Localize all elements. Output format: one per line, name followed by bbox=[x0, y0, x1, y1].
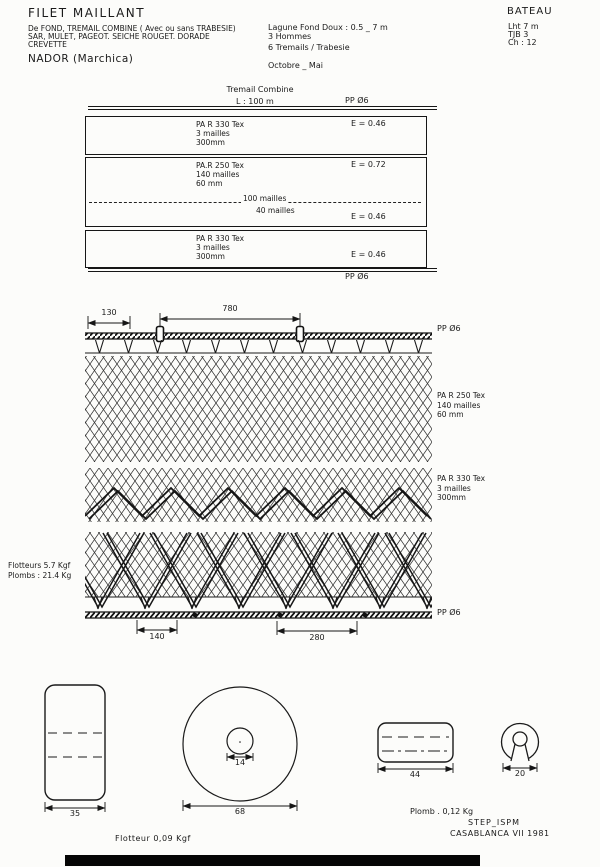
dimension-780-graphic bbox=[160, 313, 300, 332]
panel-2-material: PA.R 250 Tex bbox=[196, 161, 244, 170]
outer-mesh-count: 3 mailles bbox=[437, 483, 471, 493]
boat-length: Lht 7 m bbox=[508, 22, 539, 31]
dimension-140-label: 140 bbox=[149, 632, 165, 641]
inner-mesh-size: 60 mm bbox=[437, 410, 464, 419]
lead-side-view bbox=[378, 723, 453, 762]
boat-tonnage: TJB 3 bbox=[508, 30, 529, 39]
plan-panel-3 bbox=[85, 230, 427, 268]
outer-material: PA R 330 Tex bbox=[437, 474, 486, 483]
lead-length-label: 44 bbox=[409, 770, 421, 779]
panel-3-mesh-size: 300mm bbox=[196, 252, 225, 261]
plan-footrope-label: PP Ø6 bbox=[345, 272, 369, 281]
panel-3-spec bbox=[196, 234, 244, 261]
panel-2-inner-top-label: 100 mailles bbox=[243, 194, 287, 203]
dimension-780-label: 780 bbox=[222, 304, 238, 313]
panel-2-mesh-size: 60 mm bbox=[196, 179, 223, 188]
plan-headrope-line bbox=[88, 106, 437, 110]
float-front-view bbox=[183, 687, 297, 801]
page-title: FILET MAILLANT bbox=[28, 6, 146, 20]
leads-total-label: Plombs : 21.4 Kg bbox=[8, 571, 72, 580]
dimension-130-label: 130 bbox=[101, 308, 117, 317]
panel-2-hanging-bottom: E = 0.46 bbox=[351, 212, 386, 221]
float-side-view bbox=[45, 685, 105, 800]
plan-length-label: L : 100 m bbox=[236, 97, 274, 106]
float-width-label: 35 bbox=[69, 809, 81, 818]
season-label: Octobre _ Mai bbox=[268, 61, 323, 70]
net-inner-panel-label bbox=[437, 391, 485, 420]
float-marker bbox=[297, 327, 304, 342]
inner-mesh-count: 140 mailles bbox=[437, 400, 481, 410]
panel-1-hanging-ratio: E = 0.46 bbox=[351, 119, 386, 128]
panel-2-spec bbox=[196, 161, 244, 188]
net-footrope-label: PP Ø6 bbox=[437, 608, 461, 617]
location-label: NADOR (Marchica) bbox=[28, 53, 134, 65]
institution-label: STEP_ISPM bbox=[468, 818, 521, 827]
panel-2-mesh-count: 140 mailles bbox=[196, 170, 240, 179]
boat-power: Ch : 12 bbox=[508, 38, 537, 47]
panel-1-mesh-count: 3 mailles bbox=[196, 129, 230, 138]
inner-mesh-panel bbox=[85, 356, 432, 462]
outer-mesh-size: 300mm bbox=[437, 493, 466, 502]
lead-caption: Plomb . 0,12 Kg bbox=[410, 807, 474, 816]
target-species-line-2: CREVETTE bbox=[28, 40, 67, 49]
plan-title: Tremail Combine bbox=[226, 85, 294, 94]
gear-units-label: 6 Tremails / Trabesie bbox=[268, 43, 350, 52]
panel-3-mesh-count: 3 mailles bbox=[196, 243, 230, 252]
boat-title: BATEAU bbox=[507, 6, 553, 17]
top-hanging-festoons bbox=[85, 340, 432, 355]
plan-panel-1 bbox=[85, 116, 427, 155]
plan-footrope-line bbox=[88, 268, 437, 272]
dimension-280-label: 280 bbox=[309, 633, 325, 642]
outer-mesh-band bbox=[85, 468, 432, 522]
panel-1-mesh-size: 300mm bbox=[196, 138, 225, 147]
net-outer-panel-label bbox=[437, 474, 485, 503]
inner-material: PA R 250 Tex bbox=[437, 391, 486, 400]
gear-type-line: De FOND, TREMAIL COMBINE ( Avec ou sans TRABESIE) bbox=[28, 24, 236, 33]
floats-total-label: Flotteurs 5.7 Kgf bbox=[8, 561, 71, 570]
net-headrope-label: PP Ø6 bbox=[437, 324, 461, 333]
lead-weight-marker bbox=[193, 613, 198, 618]
plan-panel-2 bbox=[85, 157, 427, 227]
lead-front-view bbox=[502, 724, 539, 763]
float-diameter-label: 68 bbox=[234, 807, 246, 816]
panel-1-material: PA R 330 Tex bbox=[196, 120, 245, 129]
panel-1-spec bbox=[196, 120, 244, 147]
lead-diameter-label: 20 bbox=[514, 769, 526, 778]
lead-weight-marker bbox=[363, 613, 368, 618]
place-date-label: CASABLANCA VII 1981 bbox=[450, 829, 550, 838]
headrope-graphic bbox=[85, 327, 432, 342]
plan-headrope-label: PP Ø6 bbox=[345, 96, 369, 105]
float-hole-label: 14 bbox=[234, 758, 246, 767]
float-marker bbox=[157, 327, 164, 342]
scan-artifact-bar bbox=[65, 855, 480, 866]
panel-3-hanging-ratio: E = 0.46 bbox=[351, 250, 386, 259]
lead-weight-marker bbox=[278, 613, 283, 618]
dimension-130-graphic bbox=[88, 316, 130, 329]
panel-2-hanging-top: E = 0.72 bbox=[351, 160, 386, 169]
panel-3-material: PA R 330 Tex bbox=[196, 234, 245, 243]
panel-2-inner-bottom-label: 40 mailles bbox=[256, 206, 295, 215]
environment-label: Lagune Fond Doux : 0.5 _ 7 m bbox=[268, 23, 388, 32]
lower-mesh-panel bbox=[56, 532, 473, 609]
target-species-line: SAR, MULET, PAGEOT. SEICHE ROUGET. DORADE bbox=[28, 32, 210, 41]
crew-label: 3 Hommes bbox=[268, 32, 312, 41]
net-drawing bbox=[0, 300, 600, 662]
float-caption: Flotteur 0,09 Kgf bbox=[115, 834, 191, 843]
footrope-graphic bbox=[85, 612, 432, 618]
